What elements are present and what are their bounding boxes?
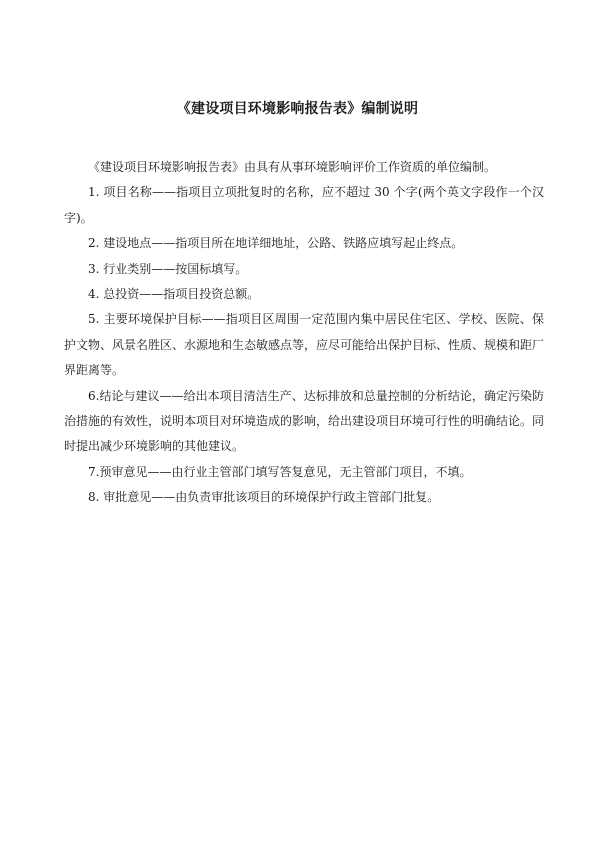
- item-conclusions: 6.结论与建议——给出本项目清洁生产、达标排放和总量控制的分析结论，确定污染防治措施的有效性，说明本项目对环境造成的影响，给出建设项目环境可行性的明确结论。同时提出减少环境影响的其他建议。: [64, 388, 545, 454]
- item-project-name: 1. 项目名称——指项目立项批复时的名称，应不超过 30 个字(两个英文字段作一个汉字)。: [64, 185, 544, 225]
- item-construction-site: 2. 建设地点——指项目所在地详细地址，公路、铁路应填写起止终点。: [88, 236, 464, 251]
- document-body: [64, 155, 544, 511]
- item-approval: 8. 审批意见——由负责审批该项目的环境保护行政主管部门批复。: [88, 490, 440, 505]
- item-protection-targets: 5. 主要环境保护目标——指项目区周围一定范围内集中居民住宅区、学校、医院、保护文物、风景名胜区、水源地和生态敏感点等，应尽可能给出保护目标、性质、规模和距厂界距离等。: [64, 312, 545, 378]
- item-industry-category: 3. 行业类别——按国标填写。: [88, 261, 248, 276]
- intro-paragraph: 《建设项目环境影响报告表》由具有从事环境影响评价工作资质的单位编制。: [88, 160, 497, 174]
- item-pre-review: 7.预审意见——由行业主管部门填写答复意见，无主管部门项目，不填。: [88, 464, 472, 479]
- document-title: 《建设项目环境影响报告表》编制说明: [176, 101, 419, 117]
- item-total-investment: 4. 总投资——指项目投资总额。: [88, 287, 260, 302]
